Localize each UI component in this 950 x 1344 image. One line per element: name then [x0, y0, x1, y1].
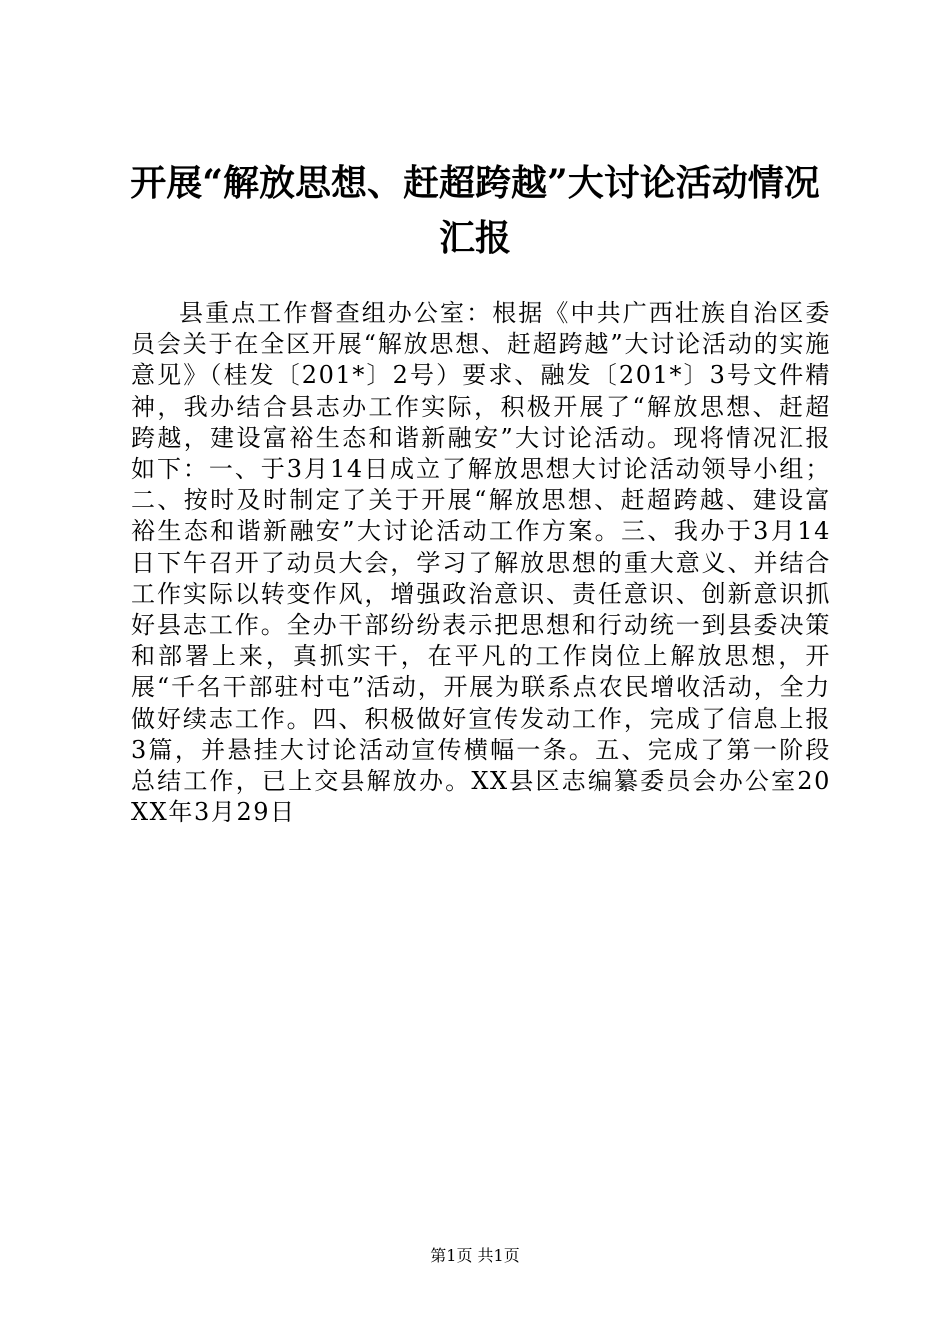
title-line-2: 汇报 — [438, 217, 511, 259]
page-footer: 第1页 共1页 — [430, 1246, 520, 1265]
title-line-1: 开展“解放思想、赶超跨越”大讨论活动情况 — [130, 162, 820, 204]
document-title — [100, 156, 850, 266]
body-paragraph: 县重点工作督查组办公室：根据《中共广西壮族自治区委员会关于在全区开展“解放思想、赶超跨越”大讨论活动的实施意见》（桂发〔201*〕2号）要求、融发〔201*〕3号文件精神，我办结合县志办工作实际，积极开展了“解放思想、赶超跨越，建设富裕生态和谐新融安”大讨论活动。现将情况汇报如下：一、于3月14日成立了解放思想大讨论活动领导小组；二、按时及时制定了关于开展“解放思想、赶超跨越、建设富裕生态和谐新融安”大讨论活动工作方案。三、我办于3月14日下午召开了动员大会，学习了解放思想的重大意义、并结合工作实际以转变作风，增强政治意识、责任意识、创新意识抓好县志工作。全办干部纷纷表示把思想和行动统一到县委决策和部署上来，真抓实干，在平凡的工作岗位上解放思想，开展“千名干部驻村屯”活动，开展为联系点农民增收活动，全力做好续志工作。四、积极做好宣传发动工作，完成了信息上报3篇，并悬挂大讨论活动宣传横幅一条。五、完成了第一阶段总结工作，已上交县解放办。XX县区志编纂委员会办公室20XX年3月29日 — [131, 299, 831, 827]
